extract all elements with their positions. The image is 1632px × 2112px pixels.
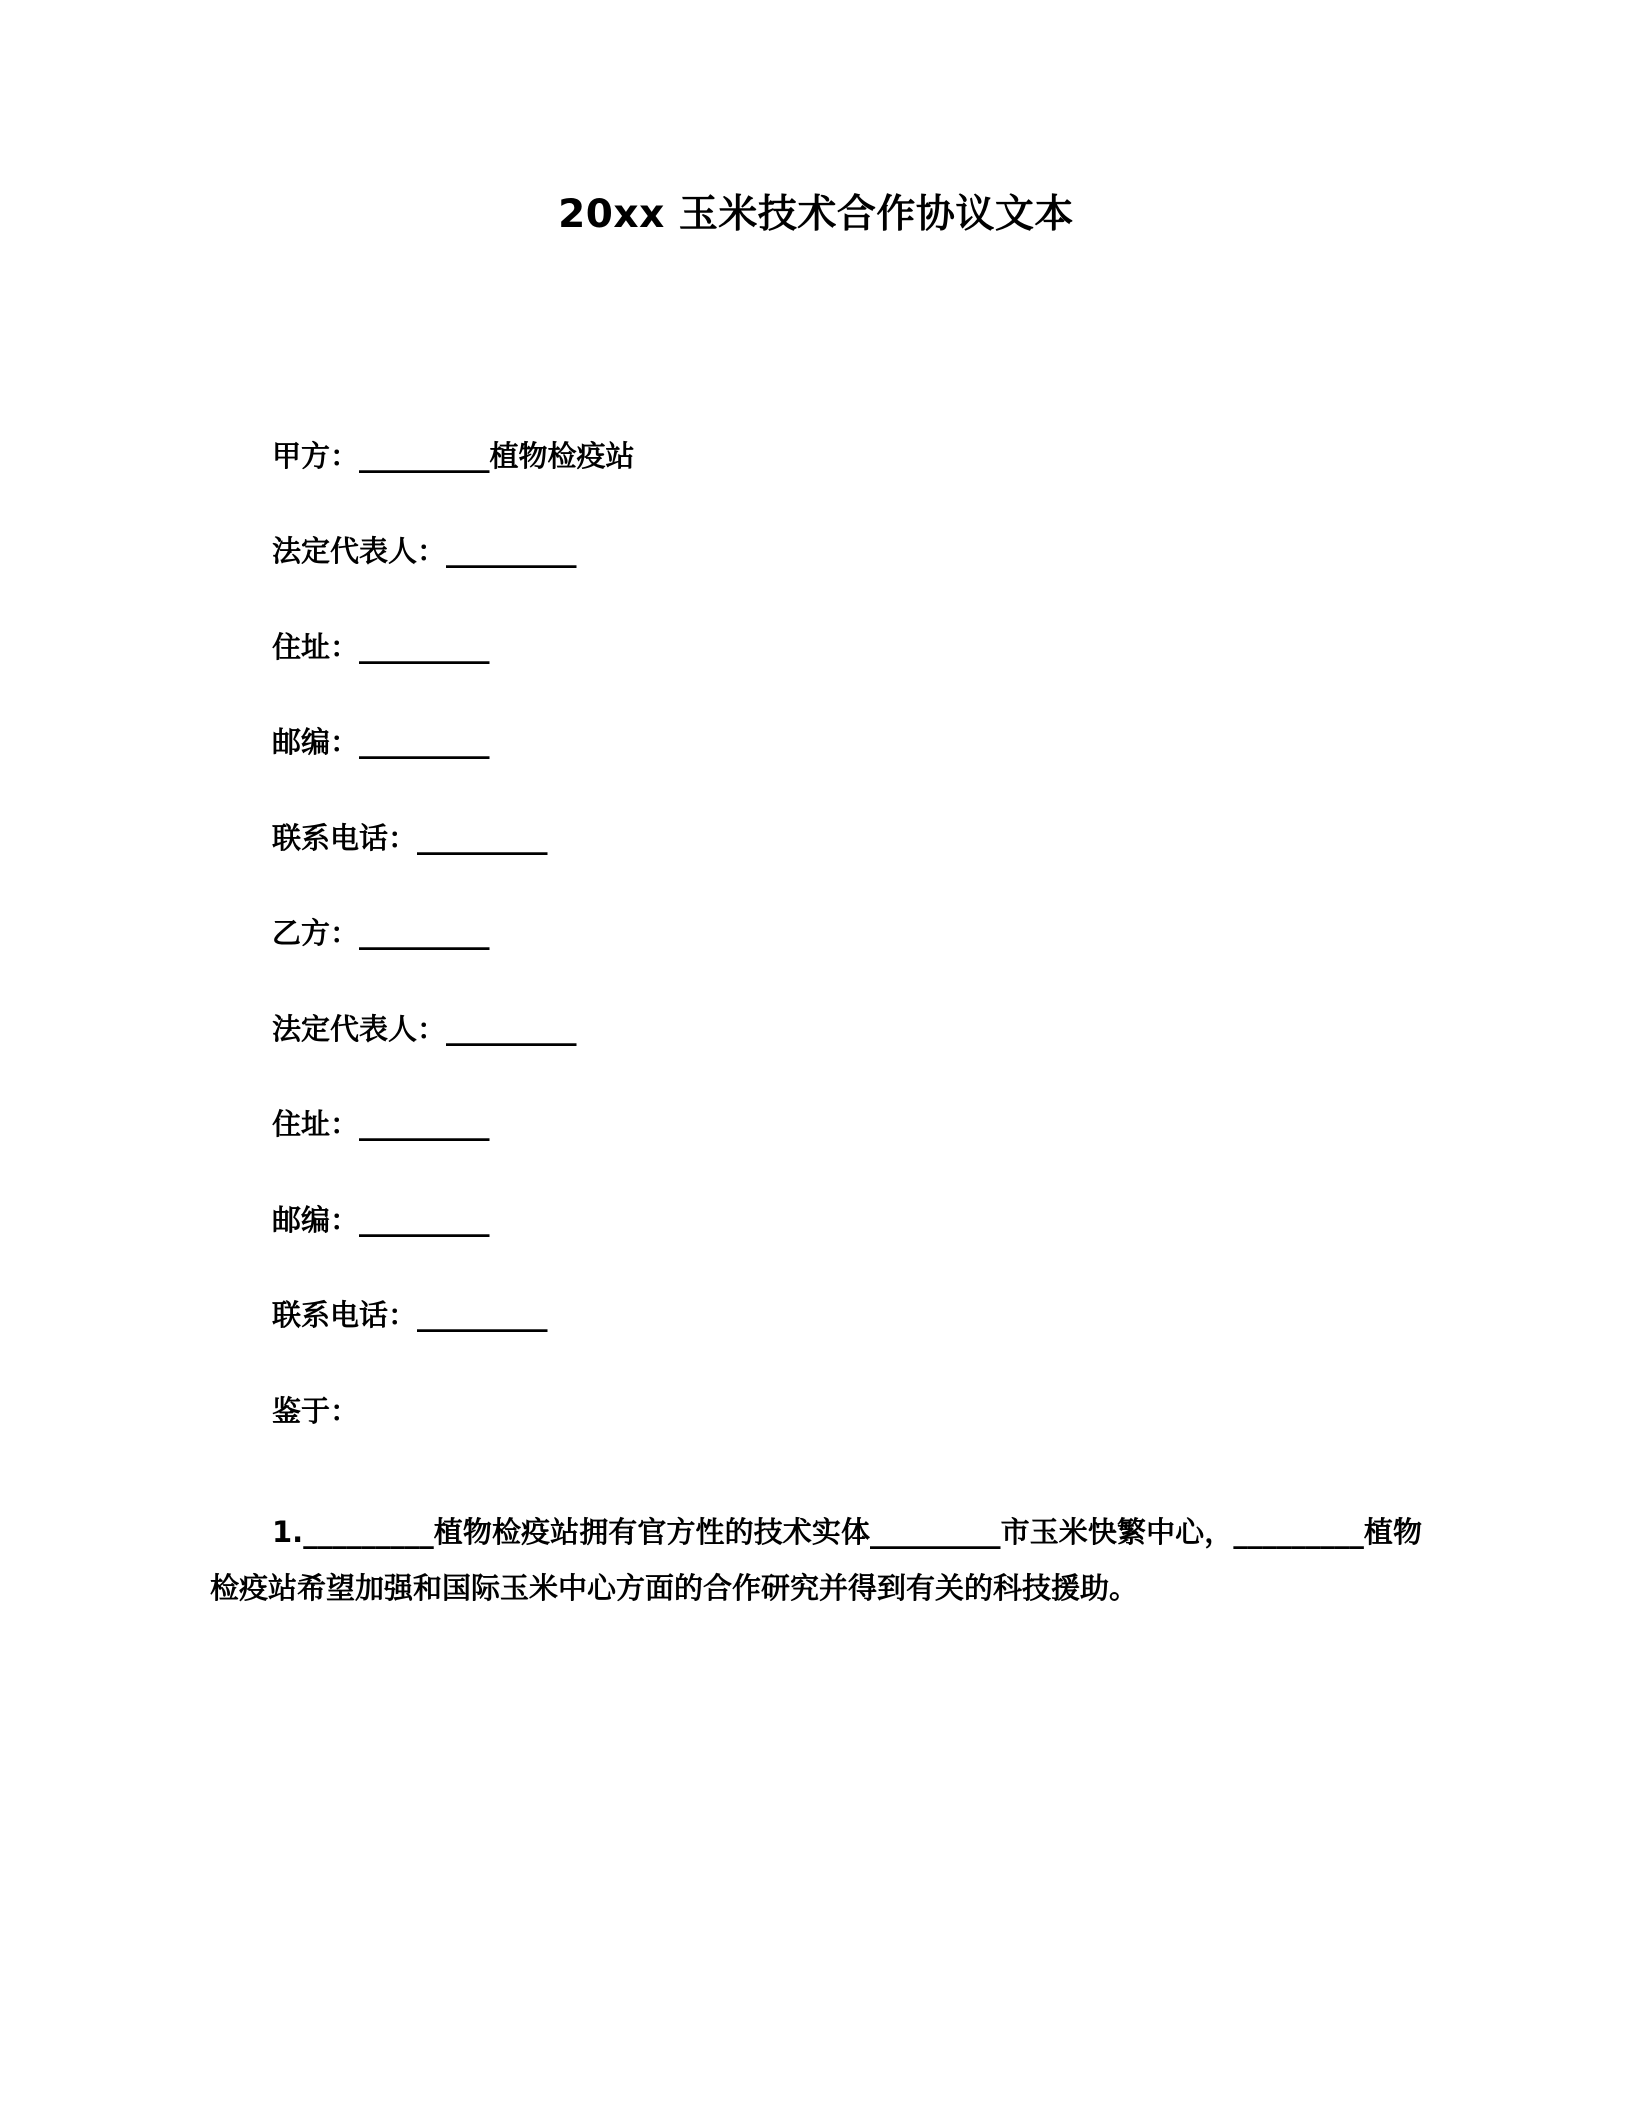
title-spacer <box>210 243 1422 435</box>
party-info-section <box>210 435 1422 1434</box>
field-line: 法定代表人：_________ <box>272 534 577 569</box>
paragraph: 1._________植物检疫站拥有官方性的技术实体_________市玉米快繁中心，_________植物检疫站希望加强和国际玉米中心方面的合作研究并得到有关的科技援助。 <box>210 1515 1422 1605</box>
body-spacer <box>210 1485 1422 1505</box>
field-line: 邮编：_________ <box>272 1202 490 1237</box>
recitals-section <box>210 1505 1422 1616</box>
field-line: 联系电话：_________ <box>272 1298 548 1333</box>
field-line: 乙方：_________ <box>272 916 490 951</box>
field-line: 住址：_________ <box>272 629 490 664</box>
field-line: 邮编：_________ <box>272 725 490 760</box>
field-line: 住址：_________ <box>272 1107 490 1142</box>
field-line: 鉴于： <box>272 1393 360 1428</box>
field-line: 联系电话：_________ <box>272 820 548 855</box>
field-line: 法定代表人：_________ <box>272 1011 577 1046</box>
field-line: 甲方：_________植物检疫站 <box>272 438 635 473</box>
page-title: 20xx 玉米技术合作协议文本 <box>558 192 1074 237</box>
